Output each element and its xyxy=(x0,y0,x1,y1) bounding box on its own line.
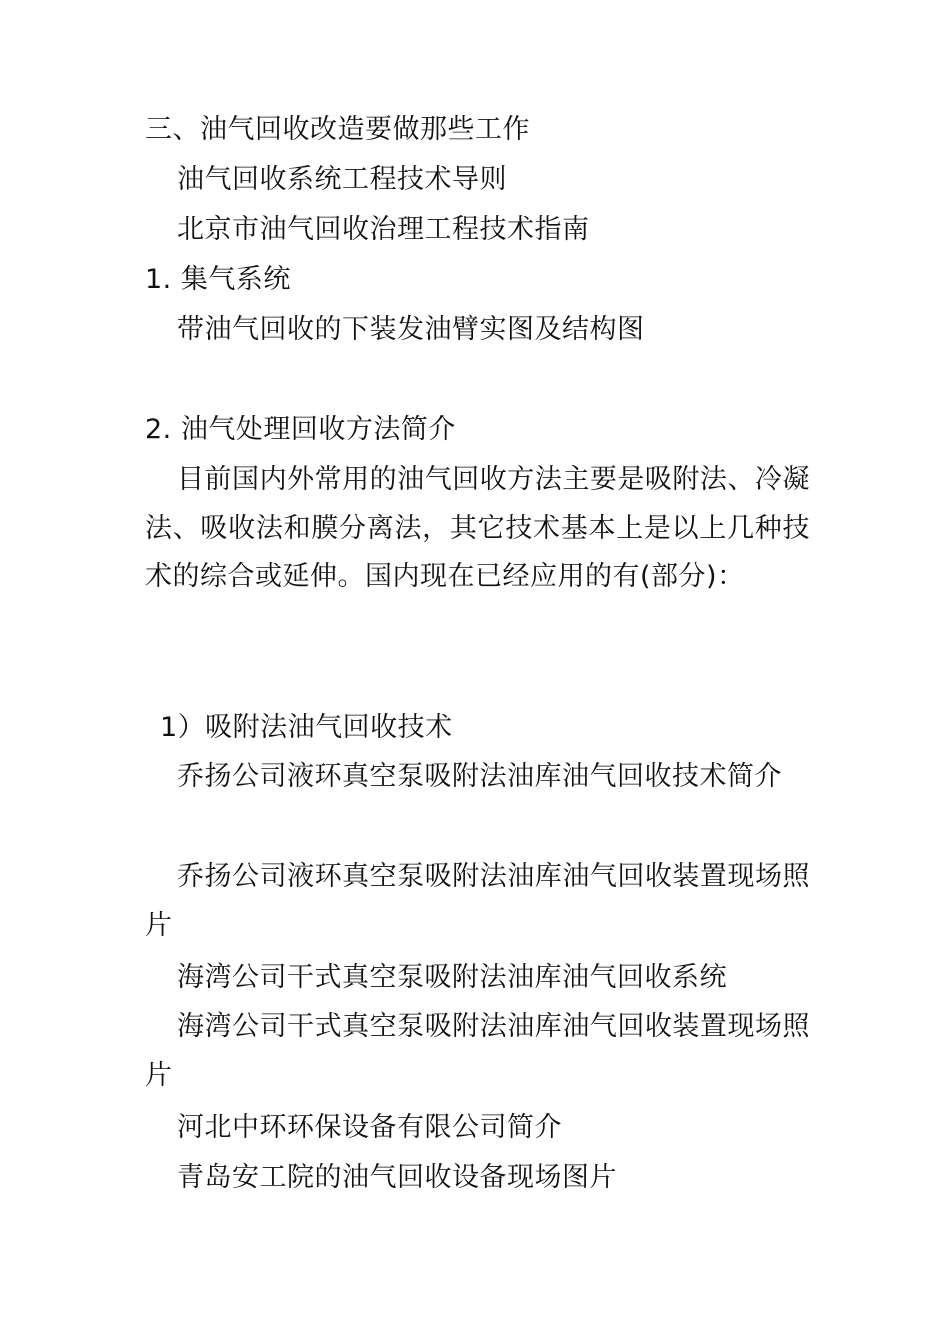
entry-haiwan-system[interactable]: 海湾公司干式真空泵吸附法油库油气回收系统 xyxy=(177,962,727,993)
section-heading: 三、油气回收改造要做那些工作 xyxy=(145,114,530,145)
entry-qingdao-photos[interactable]: 青岛安工院的油气回收设备现场图片 xyxy=(177,1162,617,1193)
entry-qiaoyang-photos[interactable]: 乔扬公司液环真空泵吸附法油库油气回收装置现场照片 xyxy=(145,861,810,941)
entry-haiwan-photos[interactable]: 海湾公司干式真空泵吸附法油库油气回收装置现场照片 xyxy=(145,1011,810,1091)
entry-hebei-zhonghuan[interactable]: 河北中环环保设备有限公司简介 xyxy=(177,1112,562,1143)
guideline-link[interactable]: 油气回收系统工程技术导则 xyxy=(177,164,507,195)
subsection-1-heading: 1）吸附法油气回收技术 xyxy=(160,712,453,743)
entry-qiaoyang-intro[interactable]: 乔扬公司液环真空泵吸附法油库油气回收技术简介 xyxy=(177,761,782,792)
loading-arm-link[interactable]: 带油气回收的下装发油臂实图及结构图 xyxy=(177,314,645,345)
item-1-heading: 1. 集气系统 xyxy=(145,264,291,295)
beijing-guide-link[interactable]: 北京市油气回收治理工程技术指南 xyxy=(177,214,590,245)
methods-paragraph: 目前国内外常用的油气回收方法主要是吸附法、冷凝法、吸收法和膜分离法，其它技术基本上是以上几种技术的综合或延伸。国内现在已经应用的有(部分)： xyxy=(145,464,810,592)
item-2-heading: 2. 油气处理回收方法简介 xyxy=(145,414,456,445)
